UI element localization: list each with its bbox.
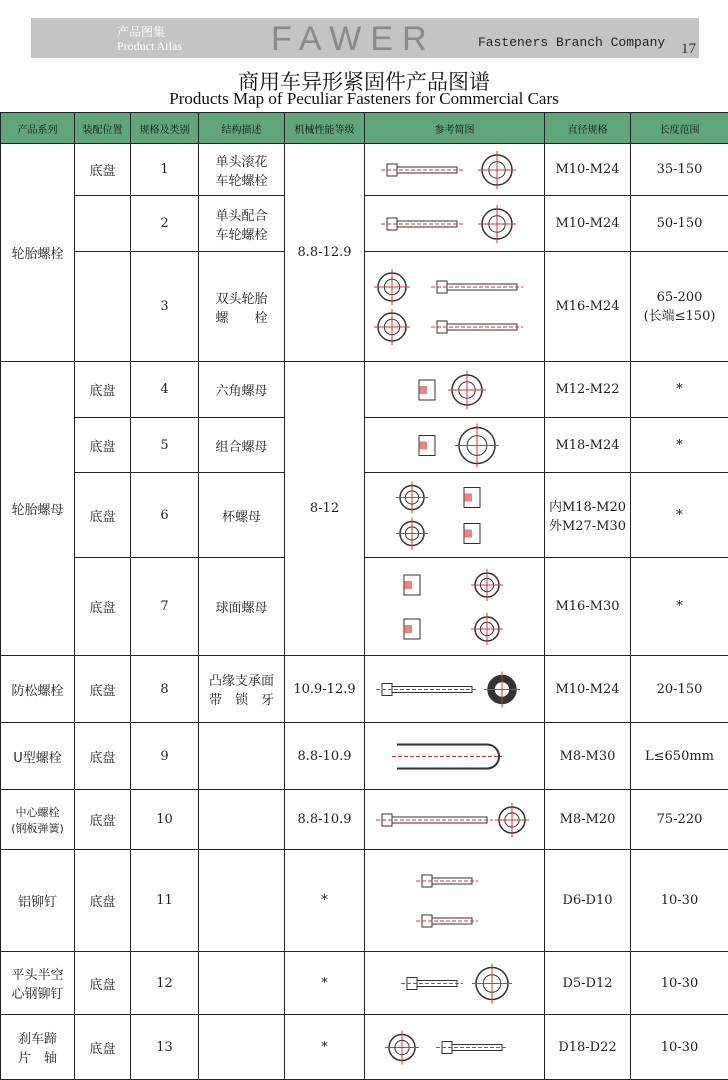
- assembly-position-text: 底盘: [89, 164, 116, 179]
- length-range-text: 75-220: [656, 812, 703, 827]
- length-range-text: 35-150: [656, 162, 703, 177]
- diameter-spec: [545, 252, 631, 362]
- grade: [285, 850, 365, 952]
- reference-drawing-cell: [365, 1015, 545, 1080]
- structure-description: [199, 362, 285, 418]
- reference-drawing-cell: [365, 252, 545, 362]
- product-table: [0, 112, 728, 1080]
- column-header: 装配位置: [75, 113, 131, 144]
- assembly-position-text: 底盘: [89, 384, 116, 399]
- assembly-position: [75, 1015, 131, 1080]
- spec-number: [131, 850, 199, 952]
- spec-number: [131, 790, 199, 850]
- spec-number-text: 2: [160, 216, 169, 231]
- structure-description-text: 单头滚花 车轮螺栓: [215, 154, 268, 189]
- reference-drawing-cell: [365, 656, 545, 723]
- grade-text: 8.8-12.9: [297, 245, 352, 260]
- assembly-position: [75, 790, 131, 850]
- diameter-spec: [545, 656, 631, 723]
- table-row: [1, 952, 728, 1015]
- length-range-text: 10-30: [660, 893, 699, 908]
- reference-drawing-cell: [365, 790, 545, 850]
- assembly-position-text: 底盘: [89, 895, 116, 910]
- assembly-position: [75, 723, 131, 790]
- grade: [285, 952, 365, 1015]
- page-title: 商用车异形紧固件产品图谱: [238, 70, 490, 94]
- spec-number: [131, 558, 199, 656]
- reference-drawing: [367, 793, 543, 847]
- diameter-spec: [545, 473, 631, 558]
- spec-number: [131, 656, 199, 723]
- spec-number-text: 5: [160, 437, 169, 453]
- spec-number: [131, 362, 199, 418]
- spec-number: [131, 144, 199, 196]
- structure-description-text: 组合螺母: [215, 439, 268, 455]
- table-row: [1, 362, 728, 418]
- grade-text: *: [321, 975, 328, 991]
- length-range: [631, 790, 728, 850]
- assembly-position-text: 底盘: [89, 1041, 116, 1057]
- grade-text: *: [321, 893, 328, 908]
- reference-drawing-cell: [365, 362, 545, 418]
- reference-drawing-cell: [365, 144, 545, 196]
- structure-description-text: 六角螺母: [215, 384, 268, 399]
- diameter-spec: [545, 144, 631, 196]
- structure-description-text: 单头配合 车轮螺栓: [215, 208, 268, 243]
- reference-drawing-cell: [365, 473, 545, 558]
- reference-drawing: [367, 1018, 543, 1077]
- table-row: [1, 144, 728, 196]
- brand-logo: FAWER: [271, 20, 436, 58]
- product-series: [1, 790, 75, 850]
- assembly-position-text: 底盘: [89, 601, 116, 616]
- grade-text: 8.8-10.9: [297, 748, 352, 764]
- diameter-spec-text: D5-D12: [562, 975, 613, 991]
- product-series-text: 平头半空 心钢铆钉: [11, 968, 64, 1002]
- reference-drawing: [367, 659, 543, 720]
- page-banner: [31, 18, 699, 58]
- page-number: 17: [681, 41, 696, 57]
- grade-text: 8.8-10.9: [297, 812, 352, 827]
- length-range: [631, 473, 728, 558]
- grade-text: 10.9-12.9: [293, 681, 356, 697]
- diameter-spec-text: D18-D22: [558, 1039, 617, 1055]
- assembly-position-text: 底盘: [89, 814, 116, 829]
- assembly-position: [75, 418, 131, 473]
- spec-number-text: 11: [156, 893, 173, 908]
- length-range-text: *: [676, 507, 683, 523]
- column-header: 机械性能等级: [285, 113, 365, 144]
- reference-drawing: [367, 255, 543, 359]
- table-row: [1, 790, 728, 850]
- diameter-spec-text: M12-M22: [555, 382, 620, 397]
- diameter-spec: [545, 790, 631, 850]
- reference-drawing: [367, 199, 543, 249]
- product-series-text: 轮胎螺栓: [11, 247, 64, 262]
- assembly-position-text: 底盘: [89, 750, 116, 766]
- grade: [285, 362, 365, 656]
- diameter-spec: [545, 558, 631, 656]
- diameter-spec: [545, 196, 631, 252]
- diameter-spec: [545, 1015, 631, 1080]
- structure-description: [199, 723, 285, 790]
- grade: [285, 656, 365, 723]
- reference-drawing: [367, 421, 543, 470]
- diameter-spec-text: M10-M24: [555, 216, 620, 231]
- diameter-spec-text: 内M18-M20 外M27-M30: [548, 500, 627, 534]
- structure-description-text: 凸缘支承面 带 锁 牙: [208, 674, 274, 708]
- reference-drawing: [367, 726, 543, 787]
- diameter-spec-text: D6-D10: [562, 893, 613, 908]
- diameter-spec-text: M8-M30: [559, 748, 616, 764]
- structure-description-text: 杯螺母: [221, 509, 261, 525]
- product-series-text: 铝铆钉: [17, 895, 57, 910]
- table-row: [1, 252, 728, 362]
- reference-drawing-cell: [365, 723, 545, 790]
- length-range-text: 50-150: [656, 216, 703, 231]
- reference-drawing-cell: [365, 418, 545, 473]
- structure-description: [199, 196, 285, 252]
- structure-description: [199, 252, 285, 362]
- banner-en: Product Atlas: [117, 39, 182, 53]
- table-row: [1, 473, 728, 558]
- column-header: 长度范围: [631, 113, 728, 144]
- length-range: [631, 362, 728, 418]
- spec-number-text: 12: [156, 975, 173, 991]
- spec-number: [131, 952, 199, 1015]
- table-row: [1, 850, 728, 952]
- table-row: [1, 558, 728, 656]
- assembly-position: [75, 144, 131, 196]
- spec-number: [131, 723, 199, 790]
- diameter-spec: [545, 952, 631, 1015]
- diameter-spec-text: M16-M24: [555, 299, 620, 314]
- length-range: [631, 558, 728, 656]
- column-header: 产品系列: [1, 113, 75, 144]
- spec-number-text: 1: [160, 162, 169, 177]
- assembly-position: [75, 952, 131, 1015]
- assembly-position: [75, 656, 131, 723]
- company-name: Fasteners Branch Company: [478, 35, 666, 50]
- reference-drawing-cell: [365, 850, 545, 952]
- product-series: [1, 850, 75, 952]
- spec-number: [131, 252, 199, 362]
- column-header: 结构描述: [199, 113, 285, 144]
- column-header: 参考简图: [365, 113, 545, 144]
- length-range: [631, 1015, 728, 1080]
- length-range: [631, 723, 728, 790]
- product-series-text: U型螺栓: [13, 750, 62, 766]
- diameter-spec-text: M10-M24: [555, 681, 620, 697]
- reference-drawing-cell: [365, 196, 545, 252]
- spec-number-text: 4: [160, 382, 169, 397]
- length-range-text: 65-200 (长端≤150): [643, 289, 716, 324]
- assembly-position: [75, 850, 131, 952]
- page-subtitle: Products Map of Peculiar Fasteners for Commercial Cars: [169, 89, 559, 108]
- diameter-spec: [545, 850, 631, 952]
- spec-number-text: 3: [160, 299, 169, 314]
- reference-drawing: [367, 147, 543, 193]
- diameter-spec: [545, 723, 631, 790]
- assembly-position-text: 底盘: [89, 683, 116, 699]
- length-range: [631, 252, 728, 362]
- diameter-spec: [545, 418, 631, 473]
- structure-description: [199, 952, 285, 1015]
- product-series: [1, 952, 75, 1015]
- structure-description-text: 球面螺母: [215, 601, 268, 616]
- length-range: [631, 144, 728, 196]
- assembly-position-text: 底盘: [89, 439, 116, 455]
- length-range: [631, 418, 728, 473]
- grade-text: 8-12: [309, 501, 340, 516]
- reference-drawing: [367, 955, 543, 1012]
- product-series-text: 刹车蹄 片 轴: [17, 1032, 57, 1066]
- spec-number-text: 9: [160, 748, 169, 764]
- length-range-text: 20-150: [656, 681, 703, 697]
- table-row: [1, 1015, 728, 1080]
- length-range: [631, 952, 728, 1015]
- spec-number: [131, 418, 199, 473]
- diameter-spec-text: M10-M24: [555, 162, 620, 177]
- assembly-position: [75, 196, 131, 252]
- table-row: [1, 196, 728, 252]
- length-range-text: 10-30: [660, 975, 699, 991]
- grade: [285, 1015, 365, 1080]
- product-series: [1, 144, 75, 362]
- assembly-position: [75, 473, 131, 558]
- diameter-spec-text: M8-M20: [559, 812, 616, 827]
- spec-number-text: 10: [156, 812, 173, 827]
- structure-description: [199, 790, 285, 850]
- length-range-text: L≤650mm: [645, 748, 714, 764]
- product-series-text: 轮胎螺母: [11, 503, 64, 518]
- column-header: 规格及类别: [131, 113, 199, 144]
- reference-drawing: [367, 365, 543, 415]
- reference-drawing-cell: [365, 558, 545, 656]
- reference-drawing: [367, 561, 543, 653]
- reference-drawing-cell: [365, 952, 545, 1015]
- length-range: [631, 196, 728, 252]
- length-range-text: *: [676, 437, 683, 453]
- product-series: [1, 656, 75, 723]
- length-range-text: *: [676, 382, 683, 397]
- length-range: [631, 656, 728, 723]
- reference-drawing: [367, 853, 543, 949]
- diameter-spec-text: M16-M30: [555, 599, 620, 614]
- spec-number-text: 6: [160, 507, 169, 523]
- length-range-text: *: [676, 599, 683, 614]
- spec-number: [131, 196, 199, 252]
- product-series: [1, 1015, 75, 1080]
- diameter-spec-text: M18-M24: [555, 437, 620, 453]
- spec-number: [131, 473, 199, 558]
- spec-number: [131, 1015, 199, 1080]
- grade: [285, 144, 365, 362]
- table-row: [1, 723, 728, 790]
- reference-drawing: [367, 476, 543, 555]
- product-series-text: 防松螺栓: [11, 683, 64, 699]
- banner-cn: 产品图集: [117, 25, 166, 39]
- spec-number-text: 7: [160, 599, 169, 614]
- structure-description: [199, 1015, 285, 1080]
- structure-description: [199, 144, 285, 196]
- structure-description: [199, 473, 285, 558]
- structure-description: [199, 558, 285, 656]
- assembly-position: [75, 362, 131, 418]
- assembly-position: [75, 252, 131, 362]
- diameter-spec: [545, 362, 631, 418]
- spec-number-text: 13: [156, 1039, 173, 1055]
- grade: [285, 790, 365, 850]
- structure-description: [199, 418, 285, 473]
- spec-number-text: 8: [160, 681, 169, 697]
- table-row: [1, 656, 728, 723]
- assembly-position: [75, 558, 131, 656]
- column-header: 直径规格: [545, 113, 631, 144]
- grade-text: *: [321, 1039, 328, 1055]
- length-range-text: 10-30: [660, 1039, 699, 1055]
- structure-description: [199, 850, 285, 952]
- structure-description-text: 双头轮胎 螺 栓: [215, 291, 268, 326]
- structure-description: [199, 656, 285, 723]
- assembly-position-text: 底盘: [89, 509, 116, 525]
- length-range: [631, 850, 728, 952]
- product-series-text: 中心螺栓 (钢板弹簧): [11, 805, 64, 835]
- product-series: [1, 723, 75, 790]
- assembly-position-text: 底盘: [89, 977, 116, 993]
- grade: [285, 723, 365, 790]
- table-row: [1, 418, 728, 473]
- product-series: [1, 362, 75, 656]
